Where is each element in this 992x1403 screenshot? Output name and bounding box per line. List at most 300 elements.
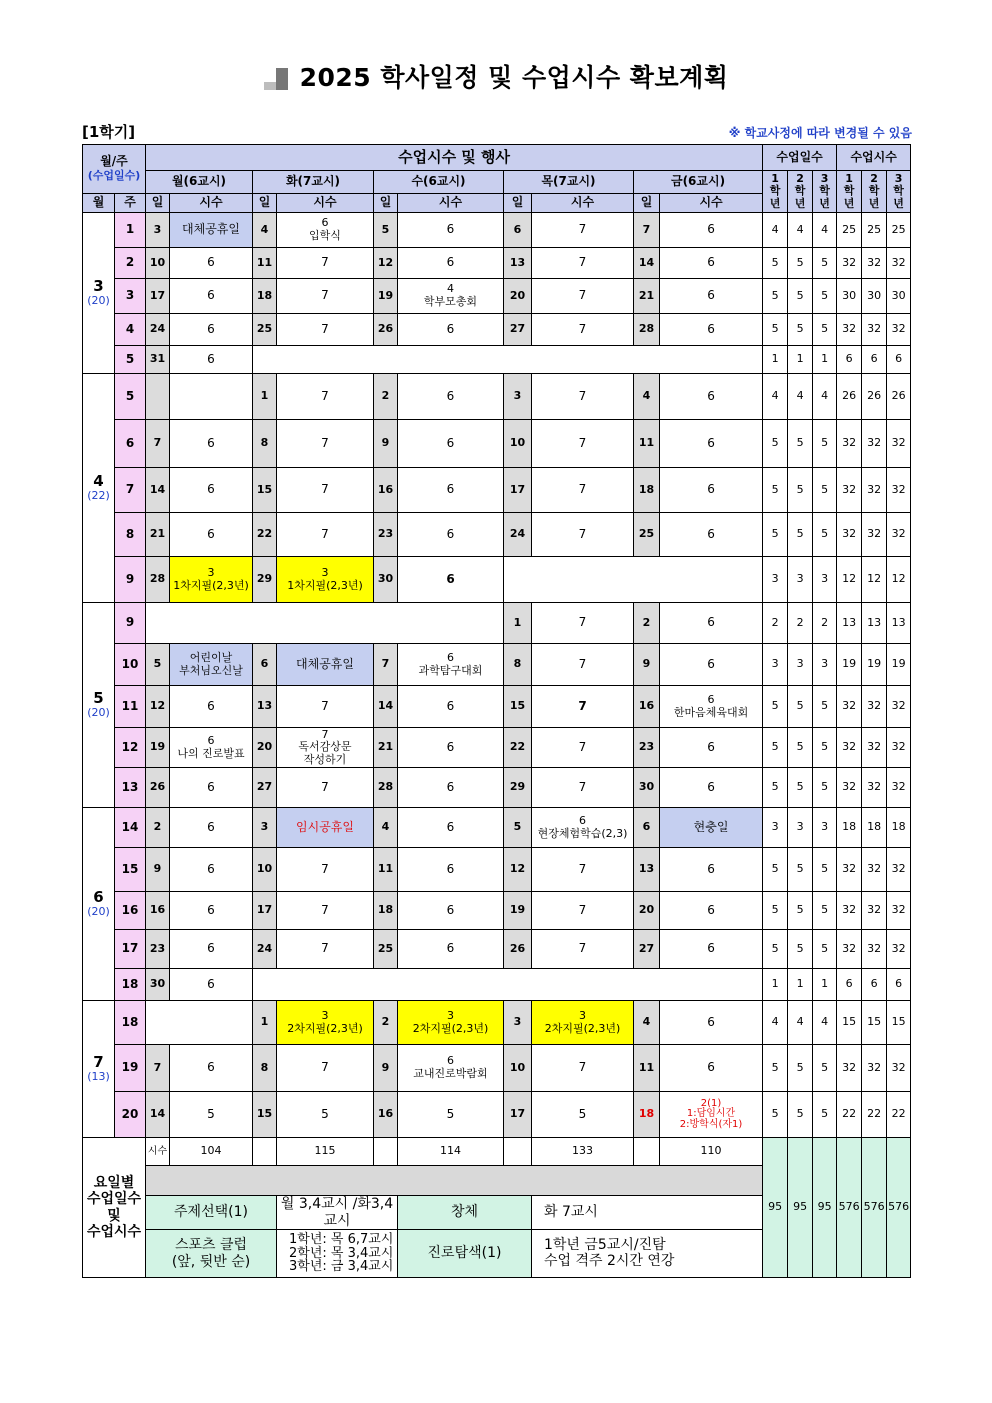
topic-value: 월 3,4교시 /화3,4교시 — [277, 1196, 398, 1230]
days-g2: 5 — [788, 1045, 813, 1092]
day-cell: 26 — [146, 768, 170, 808]
hours-cell: 6 — [398, 848, 504, 892]
hours-cell: 7 — [277, 892, 374, 930]
summary-hours-label: 시수 — [146, 1138, 170, 1166]
day-cell: 18 — [634, 1092, 660, 1138]
hours-g3: 32 — [887, 420, 911, 468]
table-row — [83, 603, 911, 644]
day-cell: 19 — [374, 279, 398, 314]
day-cell: 2 — [634, 603, 660, 644]
title-bar-icon — [264, 64, 290, 90]
summary-empty — [374, 1138, 398, 1166]
career-label: 진로탐색(1) — [398, 1230, 532, 1278]
hours-cell: 6 — [660, 1001, 763, 1045]
hours-cell: 7 — [277, 768, 374, 808]
days-g2: 4 — [788, 374, 813, 420]
day-cell: 28 — [374, 768, 398, 808]
total-hours-g2: 576 — [862, 1138, 887, 1278]
hours-g2: 25 — [862, 213, 887, 248]
hours-cell: 6 — [660, 468, 763, 513]
day-cell: 8 — [253, 1045, 277, 1092]
day-cell: 13 — [504, 248, 532, 279]
hours-g3: 32 — [887, 892, 911, 930]
hours-cell: 7 — [532, 1045, 634, 1092]
hours-cell: 6 — [170, 930, 253, 969]
day-cell: 19 — [146, 728, 170, 768]
days-g1: 5 — [763, 728, 788, 768]
hours-g2: 13 — [862, 603, 887, 644]
days-g3: 5 — [813, 468, 837, 513]
hours-cell: 6 — [660, 248, 763, 279]
days-g3: 3 — [813, 808, 837, 848]
day-cell: 17 — [146, 279, 170, 314]
hours-cell: 6 — [170, 892, 253, 930]
table-row — [83, 969, 911, 1001]
week-number: 7 — [115, 468, 146, 513]
hours-cell: 5 — [170, 1092, 253, 1138]
table-row — [83, 374, 911, 420]
day-cell: 4 — [253, 213, 277, 248]
table-row — [83, 848, 911, 892]
total-hours-g1: 576 — [837, 1138, 862, 1278]
hours-cell: 6 — [398, 468, 504, 513]
hours-g3: 13 — [887, 603, 911, 644]
hours-cell: 7 독서감상문 작성하기 — [277, 728, 374, 768]
days-g1: 5 — [763, 686, 788, 728]
hours-g3: 12 — [887, 557, 911, 603]
day-cell: 12 — [374, 248, 398, 279]
total-days-g3: 95 — [813, 1138, 837, 1278]
table-row — [83, 279, 911, 314]
hours-cell: 6 — [660, 213, 763, 248]
day-cell: 7 — [374, 644, 398, 686]
hours-cell: 6 교내진로박람회 — [398, 1045, 504, 1092]
hours-g1: 26 — [837, 374, 862, 420]
day-cell: 20 — [634, 892, 660, 930]
table-row — [83, 728, 911, 768]
days-g3: 5 — [813, 768, 837, 808]
notice-text: ※ 학교사정에 따라 변경될 수 있음 — [728, 126, 912, 140]
day-cell: 13 — [253, 686, 277, 728]
day-cell: 2 — [374, 374, 398, 420]
day-cell: 6 — [504, 213, 532, 248]
wed-hours-header: 시수 — [398, 194, 504, 213]
days-g2: 4 — [788, 1001, 813, 1045]
day-cell: 2 — [146, 808, 170, 848]
days-g2: 5 — [788, 248, 813, 279]
hours-g3: 18 — [887, 808, 911, 848]
summary-empty — [634, 1138, 660, 1166]
hours-cell: 7 — [532, 768, 634, 808]
schedule-table — [82, 144, 911, 1278]
day-cell: 4 — [634, 1001, 660, 1045]
table-row — [83, 808, 911, 848]
week-number: 13 — [115, 768, 146, 808]
hours-cell: 7 — [532, 468, 634, 513]
day-cell: 10 — [146, 248, 170, 279]
hours-g2: 32 — [862, 686, 887, 728]
day-cell: 18 — [253, 279, 277, 314]
hours-g1: 30 — [837, 279, 862, 314]
week-number: 8 — [115, 513, 146, 557]
sports-value: 1학년: 목 6,7교시 2학년: 목 3,4교시 3학년: 금 3,4교시 — [277, 1230, 398, 1278]
week-number: 17 — [115, 930, 146, 969]
hours-cell: 7 — [532, 248, 634, 279]
days-g3: 5 — [813, 728, 837, 768]
day-cell: 1 — [504, 603, 532, 644]
hours-cell: 7 — [277, 279, 374, 314]
hours-cell: 6 — [170, 969, 253, 1001]
day-cell: 10 — [504, 1045, 532, 1092]
days-g2: 4 — [788, 213, 813, 248]
hours-g2: 12 — [862, 557, 887, 603]
week-number: 18 — [115, 1001, 146, 1045]
days-g1: 1 — [763, 969, 788, 1001]
fri-header: 금(6교시) — [634, 171, 763, 194]
day-cell: 30 — [146, 969, 170, 1001]
hours-cell: 6 — [660, 848, 763, 892]
hours-cell: 7 — [277, 374, 374, 420]
week-number: 15 — [115, 848, 146, 892]
day-cell: 21 — [634, 279, 660, 314]
semester-label: [1학기] — [82, 123, 136, 141]
days-g2: 1 — [788, 346, 813, 374]
hours-cell: 7 — [532, 892, 634, 930]
hours-cell: 7 — [532, 686, 634, 728]
month-5: 5 (20) — [83, 603, 115, 808]
day-cell: 21 — [146, 513, 170, 557]
total-hours-g3: 576 — [887, 1138, 911, 1278]
hours-g3: 32 — [887, 848, 911, 892]
hours-cell: 6 — [398, 374, 504, 420]
hours-g1: 32 — [837, 930, 862, 969]
days-g3: 5 — [813, 1045, 837, 1092]
hours-g2: 32 — [862, 728, 887, 768]
hours-cell: 7 — [277, 513, 374, 557]
hours-cell: 7 — [532, 644, 634, 686]
table-row — [83, 213, 911, 248]
days-g1: 2 — [763, 603, 788, 644]
days-g2: 1 — [788, 969, 813, 1001]
week-number: 4 — [115, 314, 146, 346]
days-g2: 5 — [788, 930, 813, 969]
hours-cell: 6 — [660, 314, 763, 346]
days-g1: 5 — [763, 420, 788, 468]
page-title: 2025 학사일정 및 수업시수 확보계획 — [299, 63, 729, 92]
day-cell: 25 — [634, 513, 660, 557]
hours-cell: 6 — [660, 892, 763, 930]
day-cell: 31 — [146, 346, 170, 374]
hours-g2: 32 — [862, 768, 887, 808]
week-number: 18 — [115, 969, 146, 1001]
empty-span — [146, 1001, 253, 1045]
hours-cell: 7 — [277, 314, 374, 346]
hours-g2: 6 — [862, 969, 887, 1001]
day-cell: 6 — [634, 808, 660, 848]
hours-cell: 6 — [170, 279, 253, 314]
hours-cell: 6 — [170, 468, 253, 513]
day-cell: 5 — [146, 644, 170, 686]
hours-cell: 6 — [398, 808, 504, 848]
hours-cell: 7 — [532, 314, 634, 346]
week-col-header: 주 — [115, 194, 146, 213]
hours-g2: 32 — [862, 892, 887, 930]
hours-cell: 6 — [660, 279, 763, 314]
days-g3: 5 — [813, 314, 837, 346]
hours-cell: 7 — [532, 848, 634, 892]
days-g3: 5 — [813, 1092, 837, 1138]
table-row — [83, 1045, 911, 1092]
hours-g2: 30 — [862, 279, 887, 314]
day-cell: 10 — [253, 848, 277, 892]
days-g3: 5 — [813, 248, 837, 279]
summary-mon-hours: 104 — [170, 1138, 253, 1166]
mon-header: 월(6교시) — [146, 171, 253, 194]
hours-cell: 6 — [660, 728, 763, 768]
table-row — [83, 420, 911, 468]
hours-cell: 7 — [532, 513, 634, 557]
day-cell: 15 — [253, 468, 277, 513]
day-cell: 28 — [146, 557, 170, 603]
day-cell: 22 — [253, 513, 277, 557]
day-cell: 6 — [253, 644, 277, 686]
hours-g1: 32 — [837, 892, 862, 930]
hours-cell: 6 — [660, 1045, 763, 1092]
hours-cell: 4 학부모총회 — [398, 279, 504, 314]
day-cell: 17 — [504, 468, 532, 513]
day-cell: 7 — [634, 213, 660, 248]
day-cell: 7 — [146, 1045, 170, 1092]
days-g1: 1 — [763, 346, 788, 374]
table-row — [83, 346, 911, 374]
day-cell: 2 — [374, 1001, 398, 1045]
hours-cell: 6 — [170, 808, 253, 848]
hours-g1: 15 — [837, 1001, 862, 1045]
hours-g1: 32 — [837, 768, 862, 808]
days-g3: 5 — [813, 686, 837, 728]
hours-g2: 22 — [862, 1092, 887, 1138]
hours-g1: 6 — [837, 969, 862, 1001]
days-g2: 5 — [788, 468, 813, 513]
hours-g1: 32 — [837, 728, 862, 768]
tue-header: 화(7교시) — [253, 171, 374, 194]
week-number: 5 — [115, 346, 146, 374]
hours-cell — [170, 374, 253, 420]
week-number: 1 — [115, 213, 146, 248]
summary-tue-hours: 115 — [277, 1138, 374, 1166]
day-cell: 12 — [504, 848, 532, 892]
days-g1: 3 — [763, 557, 788, 603]
days-g3: 5 — [813, 279, 837, 314]
hours-total-header: 수업시수 — [837, 145, 911, 171]
days-g2: 5 — [788, 768, 813, 808]
days-g2: 5 — [788, 892, 813, 930]
day-cell: 8 — [253, 420, 277, 468]
hours-g2: 32 — [862, 848, 887, 892]
hours-g3: 26 — [887, 374, 911, 420]
hours-cell: 3 2차지필(2,3년) — [398, 1001, 504, 1045]
day-cell: 13 — [634, 848, 660, 892]
day-cell: 22 — [504, 728, 532, 768]
days-g3: 3 — [813, 557, 837, 603]
hours-g2: 6 — [862, 346, 887, 374]
day-cell: 11 — [634, 1045, 660, 1092]
table-row — [83, 1001, 911, 1045]
hours-g3: 32 — [887, 1045, 911, 1092]
main-header: 수업시수 및 행사 — [146, 145, 763, 171]
day-cell: 26 — [504, 930, 532, 969]
day-cell: 23 — [146, 930, 170, 969]
table-row — [83, 468, 911, 513]
hours-g2: 32 — [862, 468, 887, 513]
hours-g1: 32 — [837, 420, 862, 468]
hours-cell: 7 — [532, 930, 634, 969]
days-total-header: 수업일수 — [763, 145, 837, 171]
summary-thu-hours: 133 — [532, 1138, 634, 1166]
week-number: 3 — [115, 279, 146, 314]
hours-g3: 32 — [887, 686, 911, 728]
days-g1: 5 — [763, 892, 788, 930]
days-g1: 3 — [763, 644, 788, 686]
hours-g1: 32 — [837, 513, 862, 557]
summary-gray-band — [146, 1166, 763, 1196]
hours-cell: 7 — [532, 728, 634, 768]
days-g3: 4 — [813, 213, 837, 248]
days-g1: 4 — [763, 213, 788, 248]
week-number: 6 — [115, 420, 146, 468]
day-cell: 9 — [634, 644, 660, 686]
summary-empty — [253, 1138, 277, 1166]
hours-cell: 3 2차지필(2,3년) — [277, 1001, 374, 1045]
day-cell: 19 — [504, 892, 532, 930]
week-number: 10 — [115, 644, 146, 686]
hours-g1: 12 — [837, 557, 862, 603]
day-cell: 14 — [146, 468, 170, 513]
hours-g1-header: 1 학 년 — [837, 171, 862, 213]
hours-g3: 32 — [887, 248, 911, 279]
days-g2: 5 — [788, 686, 813, 728]
day-cell: 17 — [253, 892, 277, 930]
tue-hours-header: 시수 — [277, 194, 374, 213]
hours-g1: 25 — [837, 213, 862, 248]
day-cell: 16 — [146, 892, 170, 930]
days-g3: 5 — [813, 892, 837, 930]
day-cell: 3 — [504, 374, 532, 420]
fri-day-header: 일 — [634, 194, 660, 213]
hours-g2: 32 — [862, 314, 887, 346]
table-row — [83, 1092, 911, 1138]
days-g3: 5 — [813, 513, 837, 557]
month-col-header: 월 — [83, 194, 115, 213]
hours-g3: 6 — [887, 346, 911, 374]
day-cell: 9 — [146, 848, 170, 892]
day-cell: 9 — [374, 1045, 398, 1092]
empty-span — [253, 346, 763, 374]
hours-cell: 6 — [660, 513, 763, 557]
hours-cell: 6 — [660, 644, 763, 686]
hours-cell: 5 — [398, 1092, 504, 1138]
month-4: 4 (22) — [83, 374, 115, 603]
ca-label: 창체 — [398, 1196, 532, 1230]
day-cell: 15 — [253, 1092, 277, 1138]
day-cell: 4 — [374, 808, 398, 848]
day-cell: 9 — [374, 420, 398, 468]
day-cell: 11 — [374, 848, 398, 892]
day-cell: 26 — [374, 314, 398, 346]
hours-cell: 7 — [277, 248, 374, 279]
hours-g2: 26 — [862, 374, 887, 420]
day-cell: 11 — [253, 248, 277, 279]
day-cell: 8 — [504, 644, 532, 686]
week-number: 14 — [115, 808, 146, 848]
day-cell: 23 — [374, 513, 398, 557]
month-6: 6 (20) — [83, 808, 115, 1001]
thu-header: 목(7교시) — [504, 171, 634, 194]
day-cell: 20 — [253, 728, 277, 768]
hours-cell: 6 — [660, 374, 763, 420]
hours-cell: 대체공휴일 — [277, 644, 374, 686]
hours-g1: 19 — [837, 644, 862, 686]
hours-cell: 6 — [170, 314, 253, 346]
day-cell: 29 — [504, 768, 532, 808]
hours-g1: 13 — [837, 603, 862, 644]
hours-cell: 6 — [170, 1045, 253, 1092]
career-value: 1학년 금5교시/진탐 수업 격주 2시간 연강 — [532, 1230, 763, 1278]
hours-cell: 6 — [398, 513, 504, 557]
days-g2: 3 — [788, 808, 813, 848]
hours-g2: 32 — [862, 1045, 887, 1092]
day-cell — [146, 374, 170, 420]
hours-cell: 2(1) 1:담임시간 2:방학식(자1) — [660, 1092, 763, 1138]
week-number: 9 — [115, 603, 146, 644]
summary-wed-hours: 114 — [398, 1138, 504, 1166]
day-cell: 14 — [374, 686, 398, 728]
week-number: 16 — [115, 892, 146, 930]
day-cell: 5 — [504, 808, 532, 848]
hours-g2: 32 — [862, 248, 887, 279]
days-g3: 2 — [813, 603, 837, 644]
hours-cell: 7 — [277, 848, 374, 892]
day-cell: 24 — [504, 513, 532, 557]
day-cell: 20 — [504, 279, 532, 314]
day-cell: 24 — [253, 930, 277, 969]
hours-g1: 6 — [837, 346, 862, 374]
hours-cell: 7 — [277, 468, 374, 513]
days-g2: 5 — [788, 279, 813, 314]
hours-cell: 6 — [170, 248, 253, 279]
hours-g3: 19 — [887, 644, 911, 686]
hours-g1: 32 — [837, 468, 862, 513]
days-g3: 4 — [813, 1001, 837, 1045]
days-g1: 5 — [763, 1045, 788, 1092]
hours-g3-header: 3 학 년 — [887, 171, 911, 213]
total-days-g1: 95 — [763, 1138, 788, 1278]
hours-cell: 6 — [398, 930, 504, 969]
days-g1: 5 — [763, 468, 788, 513]
hours-g3: 15 — [887, 1001, 911, 1045]
hours-g2: 32 — [862, 513, 887, 557]
title-area — [0, 58, 992, 94]
hours-cell: 6 — [398, 892, 504, 930]
hours-g1: 32 — [837, 248, 862, 279]
day-cell: 25 — [253, 314, 277, 346]
day-cell: 30 — [374, 557, 398, 603]
fri-hours-header: 시수 — [660, 194, 763, 213]
day-cell: 27 — [634, 930, 660, 969]
hours-g3: 32 — [887, 468, 911, 513]
total-days-g2: 95 — [788, 1138, 813, 1278]
day-cell: 10 — [504, 420, 532, 468]
